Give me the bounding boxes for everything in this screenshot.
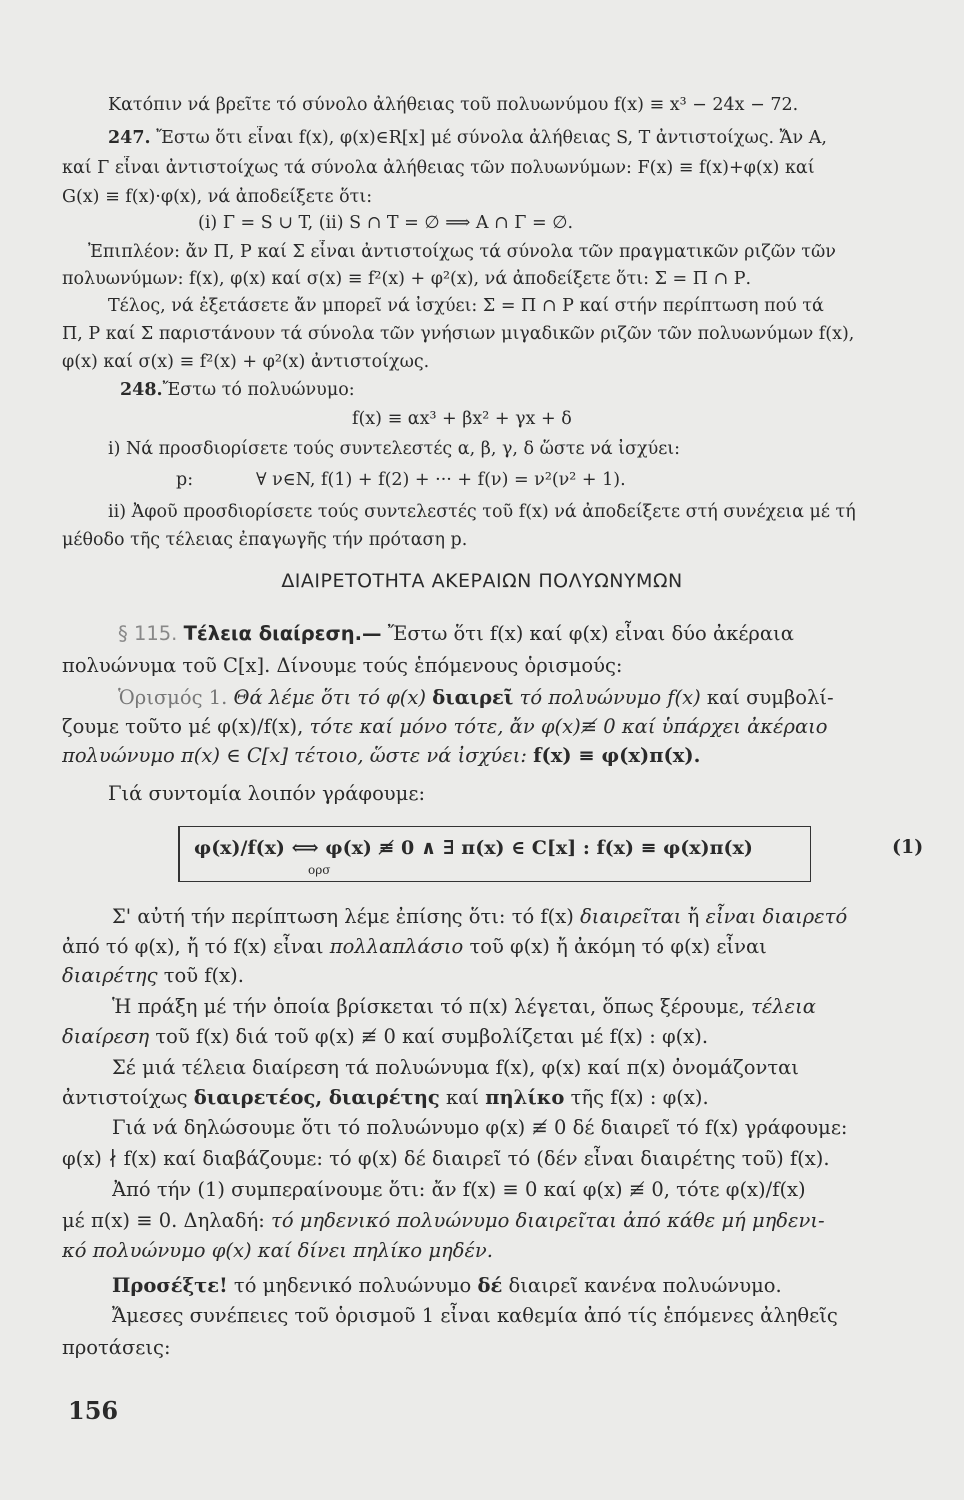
text-span: ζουμε τοῦτο μέ φ(x)/f(x), — [62, 715, 310, 738]
text-line: Π, Ρ καί Σ παριστάνουν τά σύνολα τῶν γνήσιων μιγαδικῶν ριζῶν τῶν πολυωνύμων f(x), — [62, 324, 855, 344]
text-span: δέ — [477, 1274, 503, 1297]
proposition-label: p: — [176, 470, 194, 490]
text-line: Ἐπιπλέον: ἄν Π, Ρ καί Σ εἶναι ἀντιστοίχως τά σύνολα τῶν πραγματικῶν ριζῶν τῶν — [88, 242, 836, 262]
text-span: εἶναι διαιρετό — [705, 905, 848, 928]
text-line: G(x) ≡ f(x)·φ(x), νά ἀποδείξετε ὅτι: — [62, 187, 373, 207]
text-line: Γιά συντομία λοιπόν γράφουμε: — [108, 782, 426, 805]
formula-line: f(x) ≡ αx³ + βx² + γx + δ — [352, 409, 572, 429]
text-line — [112, 993, 964, 1021]
section-heading: ΔΙΑΙΡΕΤΟΤΗΤΑ ΑΚΕΡΑΙΩΝ ΠΟΛΥΩΝΥΜΩΝ — [281, 570, 683, 592]
text-line: προτάσεις: — [62, 1336, 171, 1359]
text-line: (i) Γ = S ∪ T, (ii) S ∩ T = ∅ ⟹ A ∩ Γ = ∅. — [198, 213, 574, 233]
definition-line — [118, 684, 964, 712]
text-line — [62, 1207, 930, 1235]
text-span: τέλεια — [751, 995, 816, 1018]
text-line: ii) Ἀφοῦ προσδιορίσετε τούς συντελεστές τοῦ f(x) νά ἀποδείξετε στή συνέχεια μέ τή — [108, 502, 856, 522]
definition-line — [62, 713, 930, 741]
section-115-line — [118, 620, 964, 648]
text-line: μέθοδο τῆς τέλειας ἐπαγωγῆς τήν πρόταση p. — [62, 530, 468, 550]
text-span: καί συμβολί- — [700, 686, 834, 709]
text-span: τῆς f(x) : φ(x). — [564, 1086, 709, 1109]
text-line: Κατόπιν νά βρεῖτε τό σύνολο ἀλήθειας τοῦ πολυωνύμου f(x) ≡ x³ − 24x − 72. — [108, 95, 799, 115]
text-span: πολυώνυμο π(x) ∈ C[x] τέτοιο, ὥστε νά ἰσχύει: — [62, 744, 534, 767]
text-line — [62, 1084, 930, 1112]
text-line: Γιά νά δηλώσουμε ὅτι τό πολυώνυμο φ(x) ≢ 0 δέ διαιρεῖ τό f(x) γράφουμε: — [112, 1116, 848, 1139]
exercise-248-line — [120, 378, 964, 402]
text-span: πηλίκο — [485, 1086, 565, 1109]
text-line: πολυώνυμα τοῦ C[x]. Δίνουμε τούς ἑπόμενους ὁρισμούς: — [62, 654, 623, 677]
text-span: Ἔστω τό πολυώνυμο: — [162, 380, 355, 400]
text-line — [112, 1272, 964, 1300]
text-line — [62, 933, 930, 961]
text-span: ἀπό τό φ(x), ἤ τό f(x) εἶναι — [62, 935, 330, 958]
text-line — [112, 903, 964, 931]
text-line: i) Νά προσδιορίσετε τούς συντελεστές α, β, γ, δ ὥστε νά ἰσχύει: — [108, 439, 681, 459]
text-span: τό μηδενικό πολυώνυμο διαιρεῖται ἀπό κάθε μή μηδενι- — [271, 1209, 825, 1232]
equation-number: (1) — [892, 836, 924, 858]
text-span: ἀντιστοίχως — [62, 1086, 194, 1109]
text-span: Σ' αὐτή τήν περίπτωση λέμε ἐπίσης ὅτι: τό f(x) — [112, 905, 581, 928]
text-span: διαιρεῖ κανένα πολυώνυμο. — [502, 1274, 782, 1297]
text-line: κό πολυώνυμο φ(x) καί δίνει πηλίκο μηδέν. — [62, 1239, 493, 1262]
formula-line: ∀ ν∈N, f(1) + f(2) + ··· + f(ν) = ν²(ν² + 1). — [256, 470, 626, 490]
section-sign: § 115. — [118, 622, 178, 645]
text-line: πολυωνύμων: f(x), φ(x) καί σ(x) ≡ f²(x) + φ²(x), νά ἀποδείξετε ὅτι: Σ = Π ∩ Ρ. — [62, 269, 752, 289]
text-span: καί — [439, 1086, 486, 1109]
text-span: ἤ — [681, 905, 706, 928]
section-title: Τέλεια διαίρεση.— — [183, 622, 382, 645]
text-span: τό μηδενικό πολυώνυμο — [227, 1274, 478, 1297]
definition-label: Ὁρισμός 1. — [118, 686, 228, 709]
exercise-247-line — [108, 126, 964, 150]
text-span: τοῦ φ(x) ἤ ἀκόμη τό φ(x) εἶναι — [463, 935, 767, 958]
text-span: Θά λέμε ὅτι τό φ(x) — [227, 686, 433, 709]
text-line: φ(x) καί σ(x) ≡ f²(x) + φ²(x) ἀντιστοίχως. — [62, 352, 430, 372]
text-line: Σέ μιά τέλεια διαίρεση τά πολυώνυμα f(x), φ(x) καί π(x) ὀνομάζονται — [112, 1056, 799, 1079]
text-span: Προσέξτε! — [112, 1274, 228, 1297]
text-line: Ἀπό τήν (1) συμπεραίνουμε ὅτι: ἄν f(x) ≡ 0 καί φ(x) ≢ 0, τότε φ(x)/f(x) — [112, 1178, 806, 1201]
text-line — [62, 962, 930, 990]
text-span: διαιρέτης — [62, 964, 158, 987]
text-span: μέ π(x) ≡ 0. Δηλαδή: — [62, 1209, 272, 1232]
formula-box — [178, 826, 811, 882]
formula-subscript: ορσ — [308, 863, 331, 877]
text-span: διαίρεση — [62, 1025, 150, 1048]
text-span: Ἡ πράξη μέ τήν ὁποία βρίσκεται τό π(x) λέγεται, ὅπως ξέρουμε, — [112, 995, 752, 1018]
text-span: διαιρεῖται — [580, 905, 682, 928]
exercise-number: 248. — [120, 380, 163, 400]
text-span: τοῦ f(x) διά τοῦ φ(x) ≢ 0 καί συμβολίζεται μέ f(x) : φ(x). — [149, 1025, 709, 1048]
text-span: διαιρεῖ — [432, 686, 514, 709]
text-span: Ἔστω ὅτι f(x) καί φ(x) εἶναι δύο ἀκέραια — [381, 622, 794, 645]
text-span: Ἔστω ὅτι εἶναι f(x), φ(x)∈R[x] μέ σύνολα ἀλήθειας S, T ἀντιστοίχως. Ἄν A, — [150, 128, 827, 148]
page-number: 156 — [68, 1396, 119, 1425]
text-span: πολλαπλάσιο — [329, 935, 464, 958]
text-line: Ἄμεσες συνέπειες τοῦ ὁρισμοῦ 1 εἶναι καθεμία ἀπό τίς ἑπόμενες ἀληθεῖς — [112, 1304, 838, 1327]
boxed-formula: φ(x)/f(x) ⟺ φ(x) ≢ 0 ∧ ∃ π(x) ∈ C[x] : f(x) ≡ φ(x)π(x) — [194, 837, 753, 859]
text-span: διαιρετέος, διαιρέτης — [193, 1086, 440, 1109]
text-line: φ(x) ∤ f(x) καί διαβάζουμε: τό φ(x) δέ διαιρεῖ τό (δέν εἶναι διαιρέτης τοῦ) f(x). — [62, 1147, 830, 1170]
definition-line — [62, 742, 930, 770]
text-span: τοῦ f(x). — [157, 964, 244, 987]
text-span: τό πολυώνυμο f(x) — [513, 686, 701, 709]
text-span: f(x) ≡ φ(x)π(x). — [533, 744, 701, 767]
text-line — [62, 1023, 930, 1051]
text-line: καί Γ εἶναι ἀντιστοίχως τά σύνολα ἀλήθειας τῶν πολυωνύμων: F(x) ≡ f(x)+φ(x) καί — [62, 158, 815, 178]
text-line: Τέλος, νά ἐξετάσετε ἄν μπορεῖ νά ἰσχύει: Σ = Π ∩ Ρ καί στήν περίπτωση πού τά — [108, 296, 824, 316]
text-span: τότε καί μόνο τότε, ἄν φ(x)≢ 0 καί ὑπάρχει ἀκέραιο — [309, 715, 828, 738]
exercise-number: 247. — [108, 128, 151, 148]
